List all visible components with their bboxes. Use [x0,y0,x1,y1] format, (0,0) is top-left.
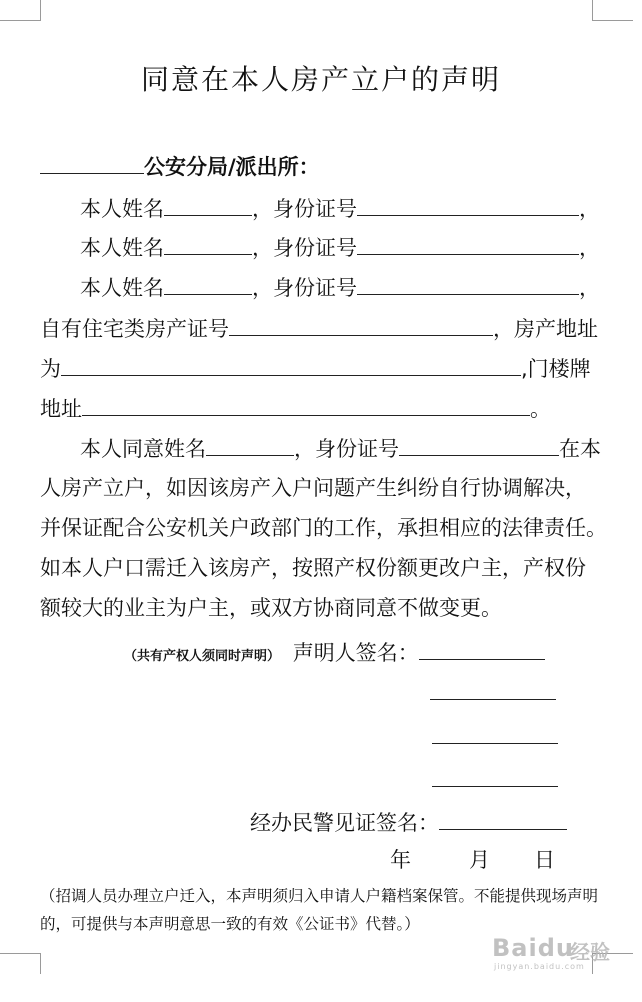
crop-mark-top-right [592,0,633,21]
paragraph-line: 人房产立户，如因该房产入户问题产生纠纷自行协调解决， [40,476,586,500]
paragraph-line: 如本人户口需迁入该房产，按照产权份额更改户主，产权份 [40,556,586,580]
address2-prefix: 地址 [40,397,82,421]
punct: ， [579,276,600,300]
watermark-sub-text: 经验 [570,940,610,964]
blank-signature[interactable] [419,636,545,660]
signature-line [124,636,545,672]
watermark-logo-text: Baidu [492,934,574,962]
blank-witness-signature[interactable] [439,806,567,830]
blank-owner-name[interactable] [164,271,252,295]
blank-police-station[interactable] [40,150,144,174]
cert-line [40,312,598,344]
addressee-label: 公安分局/派出所： [144,155,320,179]
owner-name-label: 本人姓名 [80,197,164,221]
address-label: ，房产地址 [493,317,598,341]
punct: 。 [530,397,551,421]
witness-line [250,806,567,838]
page-title: 同意在本人房产立户的声明 [140,63,501,96]
blank-owner-name[interactable] [164,192,252,216]
owner-name-label: 本人姓名 [80,236,164,260]
blank-door-address[interactable] [82,392,530,416]
signature-line-extra [432,720,558,752]
address-prefix: 为 [40,357,61,381]
signature-line-extra [432,763,558,795]
blank-owner-id[interactable] [357,271,579,295]
owner-id-label: ，身份证号 [252,236,357,260]
crop-mark-bottom-left [0,953,41,974]
signature-line-extra [430,676,556,708]
blank-owner-id[interactable] [357,192,579,216]
door-number-label: ,门楼牌 [521,357,591,381]
date-month-label: 月 [469,848,490,872]
date-year-label: 年 [390,848,411,872]
punct: ， [579,197,600,221]
blank-address[interactable] [61,352,521,376]
paragraph-line: 额较大的业主为户主，或双方协商同意不做变更。 [40,596,502,620]
watermark-url: jingyan.baidu.com [494,962,585,971]
owner-line-1 [80,192,600,224]
blank-signature[interactable] [432,720,558,744]
paragraph-line: 并保证配合公安机关户政部门的工作，承担相应的法律责任。 [40,516,607,540]
cert-label: 自有住宅类房产证号 [40,317,229,341]
consent-line [80,432,601,464]
consent-tail: 在本 [559,437,601,461]
crop-mark-top-left [0,0,41,21]
addressee-line [40,150,320,182]
blank-cert-number[interactable] [229,312,493,336]
owner-line-3 [80,271,600,303]
owner-id-label: ，身份证号 [252,276,357,300]
date-day-label: 日 [534,848,555,872]
blank-consent-id[interactable] [399,432,559,456]
owner-id-label: ，身份证号 [252,197,357,221]
blank-owner-name[interactable] [164,231,252,255]
address-line [40,352,591,384]
blank-owner-id[interactable] [357,231,579,255]
footer-note: （招调人员办理立户迁入，本声明须归入申请人户籍档案保管。不能提供现场声明的，可提供与本声明意思一致的有效《公证书》代替。） [40,887,599,933]
signer-label: 声明人签名： [292,641,419,665]
punct: ， [579,236,600,260]
blank-consent-name[interactable] [206,432,294,456]
witness-label: 经办民警见证签名： [250,811,439,835]
address-line-2 [40,392,551,424]
owner-line-2 [80,231,600,263]
blank-signature[interactable] [432,763,558,787]
date-line [390,845,555,875]
joint-owner-note: （共有产权人须同时声明） [124,649,281,664]
consent-name-label: 本人同意姓名 [80,437,206,461]
baidu-jingyan-watermark [492,928,632,972]
owner-name-label: 本人姓名 [80,276,164,300]
blank-signature[interactable] [430,676,556,700]
consent-id-label: ，身份证号 [294,437,399,461]
